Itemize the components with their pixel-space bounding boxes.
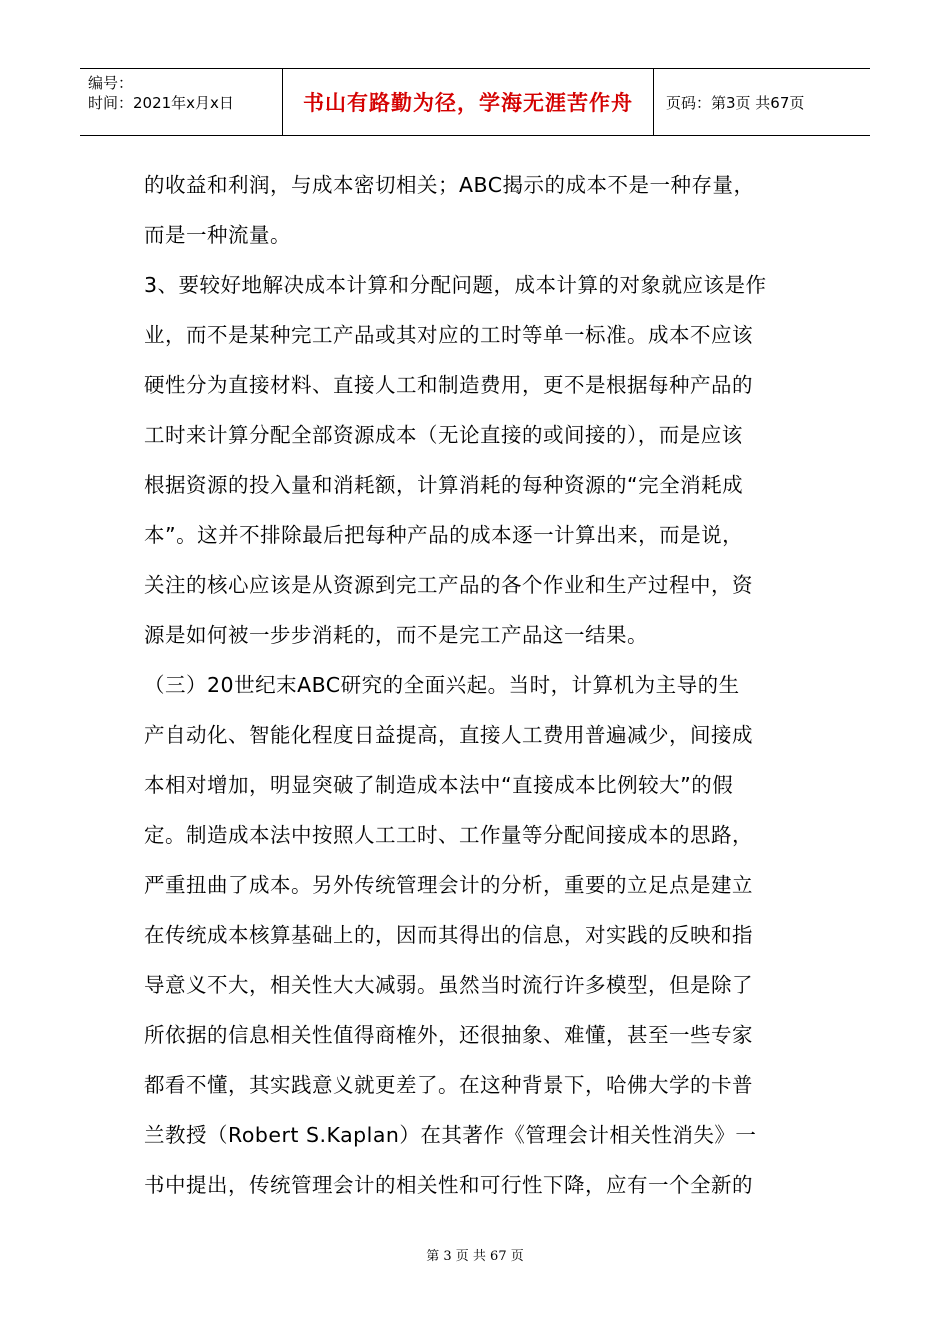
body-line: 定。制造成本法中按照人工工时、工作量等分配间接成本的思路， bbox=[144, 823, 753, 847]
body-line: 兰教授（Robert S.Kaplan）在其著作《管理会计相关性消失》一 bbox=[144, 1123, 757, 1147]
header-page-info: 页码：第3页 共67页 bbox=[666, 93, 805, 112]
body-line: 在传统成本核算基础上的，因而其得出的信息，对实践的反映和指 bbox=[144, 923, 753, 947]
document-body bbox=[144, 160, 804, 1210]
body-line: 书中提出，传统管理会计的相关性和可行性下降，应有一个全新的 bbox=[144, 1173, 753, 1197]
body-line: （三）20世纪末ABC研究的全面兴起。当时，计算机为主导的生 bbox=[144, 673, 740, 697]
body-line: 导意义不大，相关性大大减弱。虽然当时流行许多模型，但是除了 bbox=[144, 973, 753, 997]
body-line: 工时来计算分配全部资源成本（无论直接的或间接的），而是应该 bbox=[144, 423, 743, 447]
body-line: 都看不懂，其实践意义就更差了。在这种背景下，哈佛大学的卡普 bbox=[144, 1073, 753, 1097]
body-line: 而是一种流量。 bbox=[144, 223, 291, 247]
header-motto-cell bbox=[282, 69, 654, 135]
body-line: 源是如何被一步步消耗的，而不是完工产品这一结果。 bbox=[144, 623, 648, 647]
header-meta bbox=[80, 69, 280, 135]
body-line: 本相对增加，明显突破了制造成本法中“直接成本比例较大”的假 bbox=[144, 773, 734, 797]
body-line: 硬性分为直接材料、直接人工和制造费用，更不是根据每种产品的 bbox=[144, 373, 753, 397]
footer-page-number: 第 3 页 共 67 页 bbox=[426, 1249, 524, 1264]
body-line: 的收益和利润，与成本密切相关；ABC揭示的成本不是一种存量， bbox=[144, 173, 755, 197]
body-line: 本”。这并不排除最后把每种产品的成本逐一计算出来，而是说， bbox=[144, 523, 744, 547]
body-line: 业，而不是某种完工产品或其对应的工时等单一标准。成本不应该 bbox=[144, 323, 753, 347]
page-header bbox=[80, 68, 870, 136]
body-line: 关注的核心应该是从资源到完工产品的各个作业和生产过程中，资 bbox=[144, 573, 753, 597]
body-line: 所依据的信息相关性值得商榷外，还很抽象、难懂，甚至一些专家 bbox=[144, 1023, 753, 1047]
body-line: 3、要较好地解决成本计算和分配问题，成本计算的对象就应该是作 bbox=[144, 273, 767, 297]
document-time-label: 时间：2021年x月x日 bbox=[88, 94, 234, 112]
body-line: 严重扭曲了成本。另外传统管理会计的分析，重要的立足点是建立 bbox=[144, 873, 753, 897]
header-motto: 书山有路勤为径，学海无涯苦作舟 bbox=[303, 91, 633, 115]
body-line: 产自动化、智能化程度日益提高，直接人工费用普遍减少，间接成 bbox=[144, 723, 753, 747]
page-footer bbox=[0, 1245, 950, 1264]
body-line: 根据资源的投入量和消耗额，计算消耗的每种资源的“完全消耗成 bbox=[144, 473, 744, 497]
header-page-info-cell bbox=[656, 69, 870, 135]
document-number-label: 编号： bbox=[88, 74, 134, 92]
